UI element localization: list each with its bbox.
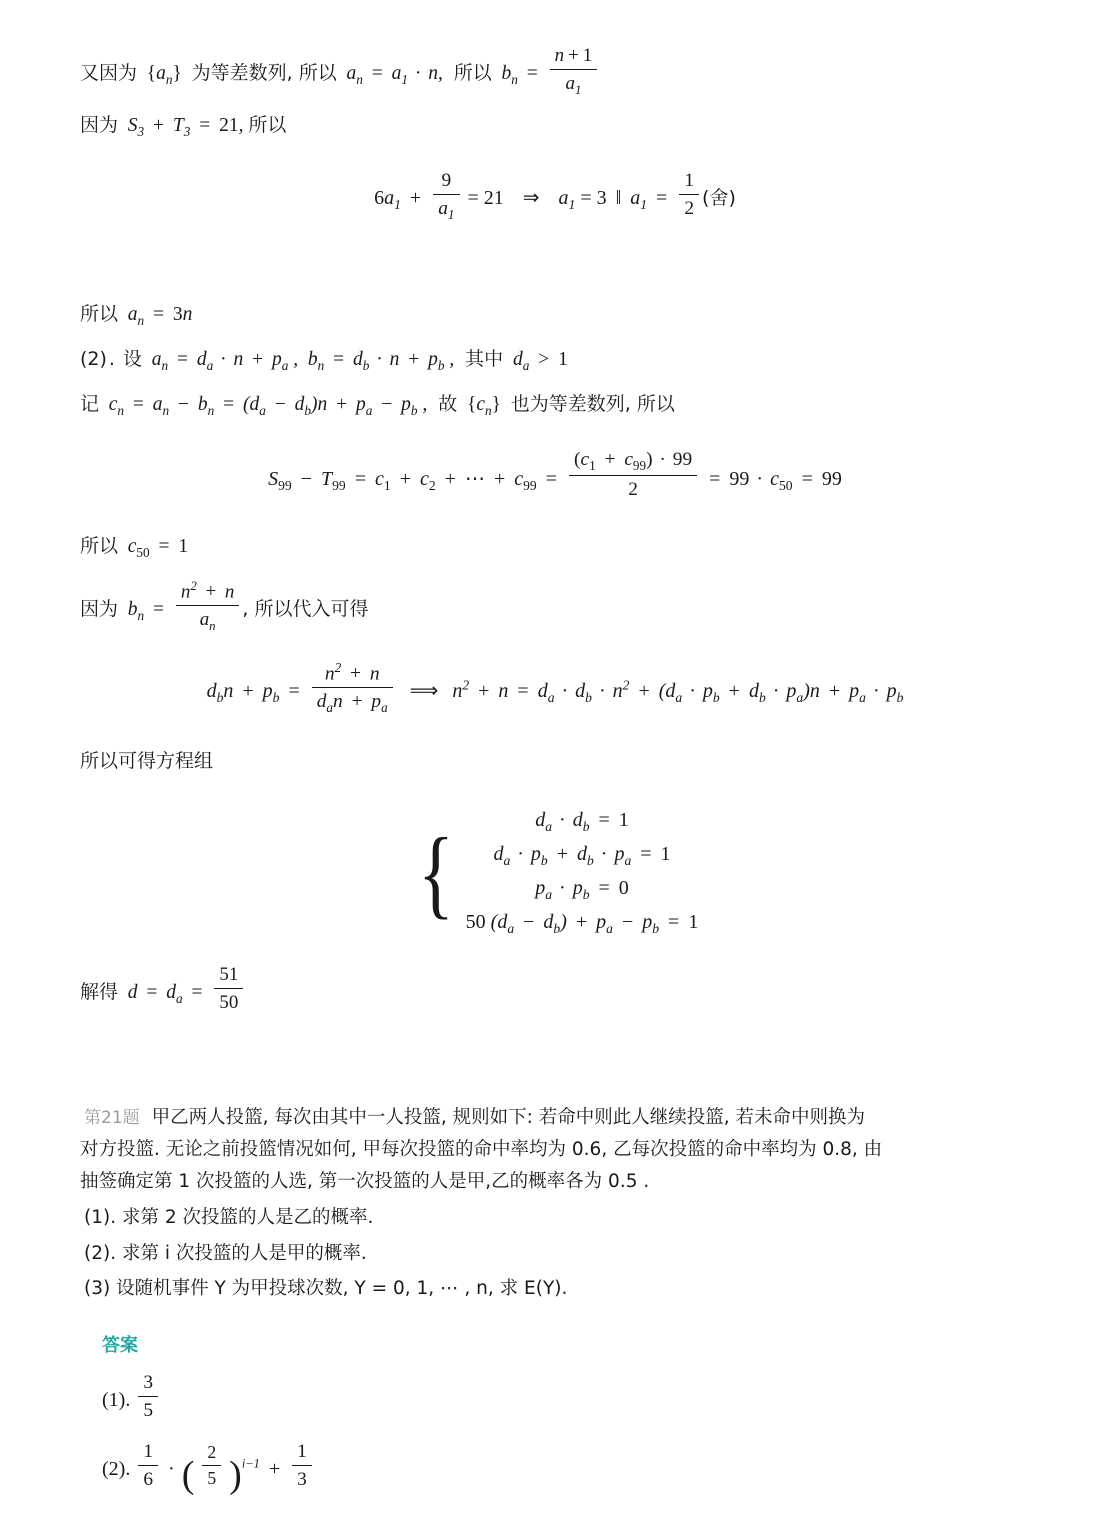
line9-frac-den: 50 <box>219 991 239 1013</box>
eq2-lhs: $S_{99} - T_{99} = c_1 + c_2$ + ⋯ + $c_{99}$ = <box>268 468 557 494</box>
line9-prefix: 解得 <box>80 980 119 1003</box>
line1-a1n: $a_1 \cdot n$, <box>391 62 443 87</box>
answer-2-left-paren: ( <box>181 1453 195 1496</box>
eq1-half <box>679 169 699 222</box>
line7-bn: $b_n$ <box>122 599 145 623</box>
eq1-a1: $a_1$ <box>384 187 401 213</box>
system-row-2: $d_a \cdot p_b + d_b \cdot p_a = 1$ <box>493 842 671 868</box>
eq2-frac-den: 2 <box>628 479 638 501</box>
line5-note: 记 <box>80 393 100 416</box>
equation-1 <box>80 169 1030 224</box>
line1-frac-num: n + 1 <box>550 44 598 70</box>
system-rows <box>466 809 699 937</box>
problem-21 <box>80 1102 1030 1134</box>
answer-2-label: (2). <box>102 1457 131 1480</box>
answer-heading: 答案 <box>102 1335 138 1357</box>
line1-equals-2: = <box>526 62 538 84</box>
line6-so: 所以 <box>80 535 119 558</box>
line4-where: 其中 <box>459 347 504 370</box>
eq1-value-3: = 3 <box>580 187 607 210</box>
line7-equals: = <box>153 599 165 620</box>
equation-2 <box>80 448 1030 503</box>
answer-2-pnum: 2 <box>202 1442 221 1466</box>
answer-2-right-paren: ) <box>229 1453 242 1496</box>
answer-1 <box>102 1371 1030 1424</box>
solution-line-5 <box>80 390 1030 421</box>
line1-bn: $b_n$ <box>496 62 518 87</box>
line1-frac-den: $a_1$ <box>565 72 582 97</box>
solution-line-8 <box>80 747 1030 777</box>
line9-frac <box>214 963 243 1014</box>
eq1-frac-num: 9 <box>433 169 459 195</box>
eq2-frac-num: $(c_1 + c_{99}) \cdot 99$ <box>569 448 697 476</box>
line9-d: $d = d_a$ = <box>122 981 203 1006</box>
answer-2-exponent: i−1 <box>241 1456 260 1471</box>
eq3-lhs: $d_bn + p_b$ = <box>206 680 300 706</box>
eq2-rhs: = $99 \cdot c_{50} = 99$ <box>709 468 842 494</box>
answer-1-num: 3 <box>138 1371 158 1397</box>
answer-1-fraction <box>138 1371 158 1424</box>
solution-line-1 <box>80 44 1030 97</box>
answer-1-label: (1). <box>102 1389 131 1412</box>
eq1-plus: + <box>409 187 422 210</box>
answer-2-den1: 6 <box>143 1468 154 1490</box>
eq1-half-num: 1 <box>679 169 699 195</box>
sub-question-1: (1). 求第 2 次投篮的人是乙的概率. <box>84 1206 374 1228</box>
line7-frac-den: $a_n$ <box>199 608 216 633</box>
system-row-3: $p_a \cdot p_b = 0$ <box>535 876 629 902</box>
solution-line-3 <box>80 300 1030 331</box>
solution-line-7 <box>80 578 1030 634</box>
answer-2-first-fraction <box>138 1440 158 1493</box>
problem-line-1: 甲乙两人投篮, 每次由其中一人投篮, 规则如下: 若命中则此人继续投篮, 若未命中则换为 <box>151 1107 866 1129</box>
solution-line-2 <box>80 111 1030 142</box>
answer-2-inner-fraction <box>202 1442 221 1490</box>
eq1-frac <box>433 169 459 224</box>
eq3-implies: ⟹ <box>404 680 444 703</box>
line4-condition: $d_a > 1$ <box>508 348 568 373</box>
problem-number-tag: 第21题 <box>84 1108 140 1129</box>
eq1-reject: (舍) <box>702 187 736 210</box>
line5-cn-def: $c_n = a_n - b_n = (d_a - d_b)n + p_a - p_b$ , <box>103 394 428 419</box>
eq3-rhs: $n^2 + n = d_a \cdot d_b \cdot n^2 + (d_a \cdot p_b + d_b \cdot p_a)n + p_a \cdot p_b$ <box>452 677 904 706</box>
line1-an: $a_n$ <box>341 62 363 87</box>
eq1-equals21: = 21 <box>467 187 504 210</box>
system-row-4: 50 $(d_a - d_b) + p_a - p_b = 1$ <box>465 910 699 936</box>
solution-line-4 <box>80 345 1030 376</box>
eq1-frac-den: $a_1$ <box>438 198 455 223</box>
eq2-frac <box>569 448 697 503</box>
answer-2-pden: 5 <box>207 1467 217 1488</box>
answer-2-second-fraction <box>292 1440 312 1493</box>
eq1-implies: ⇒ <box>512 187 550 210</box>
eq1-or: ‖ <box>615 187 622 210</box>
eq1-half-den: 2 <box>684 198 695 220</box>
eq3-frac-num: $n^2 + n$ <box>312 660 393 689</box>
left-brace: { <box>417 816 454 928</box>
line2-because: 因为 <box>80 114 119 137</box>
eq3-frac <box>312 660 393 717</box>
problem-line-3: 抽签确定第 1 次投篮的人选, 第一次投篮的人是甲,乙的概率各为 0.5 . <box>80 1170 650 1192</box>
problem-statement <box>152 1102 865 1134</box>
problem-line-2: 对方投篮. 无论之前投篮情况如何, 甲每次投篮的命中率均为 0.6, 乙每次投篮的命中率均为 0.8, 由 <box>80 1139 883 1161</box>
line5-tail: 也为等差数列, 所以 <box>510 393 675 416</box>
eq1-coef: 6 <box>374 187 385 210</box>
answer-2-plus: + <box>268 1457 281 1480</box>
line4-an-def: $a_n = d_a \cdot n + p_a$ , $b_n = d_b \cdot n + p_b$ , <box>146 348 455 373</box>
line1-equals: = <box>371 62 383 84</box>
line1-fraction <box>550 44 598 97</box>
answer-1-den: 5 <box>143 1400 154 1422</box>
line1-sequence: $\{a_n\}$ <box>141 62 187 87</box>
line9-frac-num: 51 <box>214 963 243 989</box>
eq1-a1-first: $a_1$ <box>558 187 576 213</box>
line3-so: 所以 <box>80 302 119 325</box>
eq3-frac-den: $d_an + p_a$ <box>316 691 388 716</box>
line6-c50: $c_{50} = 1$ <box>122 536 189 561</box>
answer-2 <box>102 1440 1030 1496</box>
line7-because: 因为 <box>80 598 119 620</box>
answer-2-num1: 1 <box>138 1440 158 1466</box>
equation-3 <box>80 660 1030 717</box>
eq1-a1-second: $a_1$ <box>630 187 648 213</box>
answer-2-num2: 1 <box>292 1440 312 1466</box>
line7-frac-num: $n^2 + n$ <box>176 578 239 606</box>
sub-question-3: (3) 设随机事件 Y 为甲投球次数, Y = 0, 1, ⋯ , n, 求 E(Y). <box>84 1278 568 1300</box>
line1-so: 所以 <box>447 61 492 84</box>
line8-text: 所以可得方程组 <box>80 749 214 772</box>
line7-frac <box>176 578 239 634</box>
equation-system <box>80 809 1030 937</box>
system-row-1: $d_a \cdot d_b = 1$ <box>535 808 629 834</box>
sub-question-2: (2). 求第 i 次投篮的人是甲的概率. <box>84 1242 367 1264</box>
spacer-2 <box>80 1028 1030 1102</box>
line1-prefix: 又因为 <box>80 61 138 84</box>
line3-an: $a_n = 3n$ <box>122 303 193 328</box>
line2-equation: $S_3 + T_3 = 21$, <box>122 115 244 140</box>
eq1-equals-3: = <box>656 187 668 210</box>
line1-mid: 为等差数列, 所以 <box>191 61 337 84</box>
solution-line-6 <box>80 532 1030 563</box>
line4-prefix: (2) . 设 <box>80 347 143 370</box>
line5-cn-set: $\{c_n\}$ <box>462 394 506 419</box>
line7-tail: , 所以代入可得 <box>242 598 369 620</box>
answer-2-dot: · <box>168 1457 175 1480</box>
line5-hence: 故 <box>432 393 458 416</box>
answer-2-den2: 3 <box>297 1468 307 1490</box>
spacer-1 <box>80 254 1030 300</box>
solution-line-9 <box>80 963 1030 1014</box>
line2-so: 所以 <box>248 114 287 137</box>
